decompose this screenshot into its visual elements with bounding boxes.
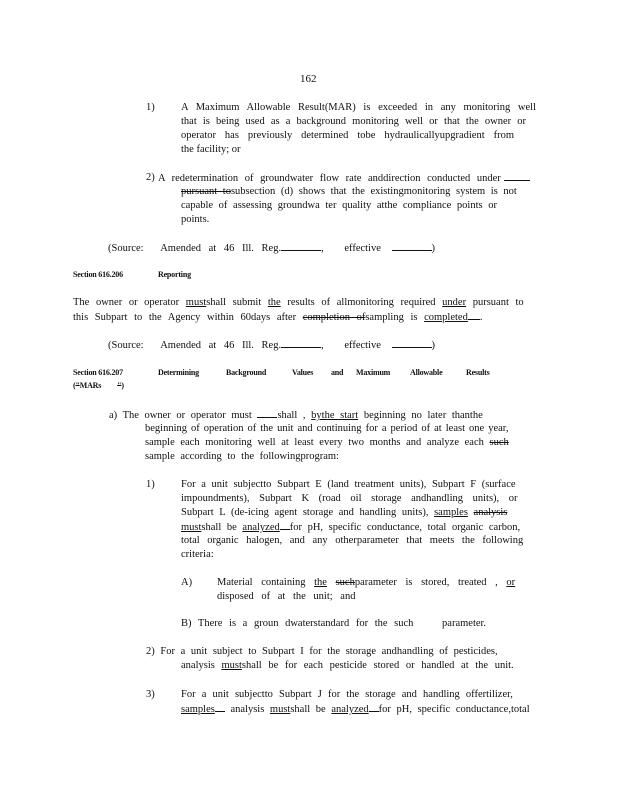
section-207-number: Section 616.207	[73, 368, 123, 377]
para-a3-must: must	[269, 704, 291, 715]
para-a3-shall-be: shall be	[290, 704, 326, 715]
para-B-text: B) There is a groun dwaterstandard for the such	[181, 618, 414, 629]
para-a1-number: 1)	[146, 479, 155, 490]
para-a3-line-1: For a unit subjectto Subpart J for the storage and handling offertilizer,	[181, 689, 513, 700]
s206-l1-mid: shall submit	[206, 297, 262, 308]
para-a1-analysis: analysis	[473, 507, 508, 518]
s207-word-3: Values	[292, 368, 314, 377]
para-a1-line-6: criteria:	[181, 549, 214, 560]
item-2-line-4: points.	[181, 214, 210, 225]
source-label: (Source:	[108, 243, 144, 254]
item-1-number: 1)	[146, 102, 155, 113]
source-note-2	[108, 338, 435, 352]
s207-word-2: Background	[226, 368, 267, 377]
para-A-number: A)	[181, 577, 193, 588]
struck-pursuant-to: pursuant to	[181, 186, 231, 197]
section-206-title: Reporting	[158, 270, 191, 279]
section-206-number: Section 616.206	[73, 270, 123, 279]
section-206-line-1	[73, 296, 524, 309]
para-a3-analysis: analysis	[230, 704, 265, 715]
s206-pursuant: pursuant to	[472, 297, 524, 308]
para-a-line-3	[145, 436, 509, 449]
para-a2-l2-pre: analysis	[181, 660, 215, 671]
s206-the: the	[267, 297, 281, 308]
para-a1-line-1: For a unit subjectto Subpart E (land treatment units), Subpart F (surface	[181, 479, 516, 490]
s207-paren-close: )	[121, 381, 124, 390]
section-207-subtitle	[73, 381, 124, 390]
source-effective-2: effective	[344, 340, 381, 351]
s207-word-1: Determining	[158, 368, 199, 377]
page-number: 162	[300, 73, 317, 85]
para-a1-analyzed: analyzed	[242, 522, 280, 533]
para-a2-line-1: 2) For a unit subject to Subpart I for the storage andhandling of pesticides,	[146, 646, 498, 657]
s206-completed: completed	[424, 312, 468, 323]
item-1-line-1: A Maximum Allowable Result(MAR) is exceeded in any monitoring well	[181, 102, 536, 113]
para-a2-l2-rest: shall be for each pesticide stored or handled at the unit.	[241, 660, 514, 671]
source-close: )	[431, 243, 436, 254]
item-2-number: 2)	[146, 172, 155, 183]
source-close-2: )	[431, 340, 436, 351]
source-amended: Amended at 46 Ill. Reg.	[160, 243, 282, 254]
para-a1-line-3	[181, 506, 507, 519]
para-a-shall: shall ,	[277, 410, 306, 421]
s207-struck-quote-2: "	[117, 381, 122, 390]
source-label-2: (Source:	[108, 340, 144, 351]
source-sep-2: ,	[321, 340, 324, 351]
item-2-line-3: capable of assessing groundwa ter quality atthe compliance points or	[181, 200, 497, 211]
para-a1-l3-pre: Subpart L (de-icing agent storage and handling units),	[181, 507, 429, 518]
item-1-line-3: operator has previously determined tobe hydraulicallyupgradient from	[181, 130, 514, 141]
para-a-line-2: beginning of operation of the unit and continuing for a period of at least one year,	[145, 423, 509, 434]
s206-period: .	[479, 312, 483, 323]
para-A-the: the	[314, 577, 327, 588]
para-a1-line-5: total organic halogen, and any otherparameter that meets the following	[181, 535, 524, 546]
para-A-rest: parameter is stored, treated ,	[354, 577, 498, 588]
s206-completion-of: completion of	[302, 312, 366, 323]
para-a2-line-2	[181, 659, 514, 672]
source-note-1	[108, 241, 435, 255]
item-1-line-4: the facility; or	[181, 144, 241, 155]
para-a2-must: must	[221, 660, 242, 671]
para-a3-l2-rest: for pH, specific conductance,total	[378, 704, 530, 715]
s207-word-5: Maximum	[356, 368, 391, 377]
para-a1-l4-mid: shall be	[201, 522, 237, 533]
s206-must: must	[185, 297, 207, 308]
para-A-or: or	[506, 577, 516, 588]
section-206-line-2	[73, 310, 482, 324]
para-B-line	[181, 617, 486, 630]
s206-l1-rest: results of allmonitoring required	[287, 297, 436, 308]
s206-l2-mid: sampling is	[365, 312, 418, 323]
para-a1-line-2: impoundments), Subpart K (road oil storage andhandling units), or	[181, 493, 518, 504]
s206-l2-pre: this Subpart to the Agency within 60days after	[73, 312, 297, 323]
para-A-line-2: disposed of at the unit; and	[217, 591, 356, 602]
s207-struck-quote-1: "	[75, 381, 80, 390]
para-a1-line-4	[181, 520, 520, 534]
source-amended-2: Amended at 46 Ill. Reg.	[160, 340, 282, 351]
para-a-line-1	[109, 408, 483, 422]
item-2-line-2	[181, 185, 517, 198]
s207-word-6: Allowable	[410, 368, 443, 377]
source-effective: effective	[344, 243, 381, 254]
para-A-such: such	[335, 577, 355, 588]
para-a3-analyzed: analyzed	[331, 704, 369, 715]
para-a3-line-2	[181, 702, 530, 716]
item-2-line-2-text: subsection (d) shows that the existingmonitoring system is not	[230, 186, 517, 197]
s206-under: under	[442, 297, 467, 308]
s207-word-7: Results	[466, 368, 490, 377]
para-A-pre: Material containing	[217, 577, 306, 588]
item-2-line-1	[158, 171, 530, 185]
para-B-end: parameter.	[442, 618, 487, 629]
para-a-l1-rest: beginning no later thanthe	[363, 410, 483, 421]
para-a1-samples: samples	[434, 507, 468, 518]
para-a3-number: 3)	[146, 689, 155, 700]
item-1-line-2: that is being used as a background monitoring well or that the owner or	[181, 116, 526, 127]
para-a1-must: must	[181, 522, 202, 533]
para-A-line-1	[217, 576, 515, 589]
s206-l1-pre: The owner or operator	[73, 297, 180, 308]
item-2-line-1-text: A redetermination of groundwater flow rate anddirection conducted under	[158, 173, 501, 184]
para-a-by-the-start: bythe start	[311, 410, 359, 421]
para-a3-samples: samples	[181, 704, 215, 715]
source-sep: ,	[321, 243, 324, 254]
para-a-l3-pre: sample each monitoring well at least every two months and analyze each	[145, 437, 484, 448]
para-a-such: such	[489, 437, 509, 448]
s207-mars: MARs	[79, 381, 102, 390]
para-a1-l4-rest: for pH, specific conductance, total organic carbon,	[289, 522, 521, 533]
para-a-line-4: sample according to the followingprogram:	[145, 451, 339, 462]
para-a-l1-pre: a) The owner or operator must	[109, 410, 252, 421]
s207-paren-open: (	[73, 381, 76, 390]
s207-word-4: and	[331, 368, 344, 377]
